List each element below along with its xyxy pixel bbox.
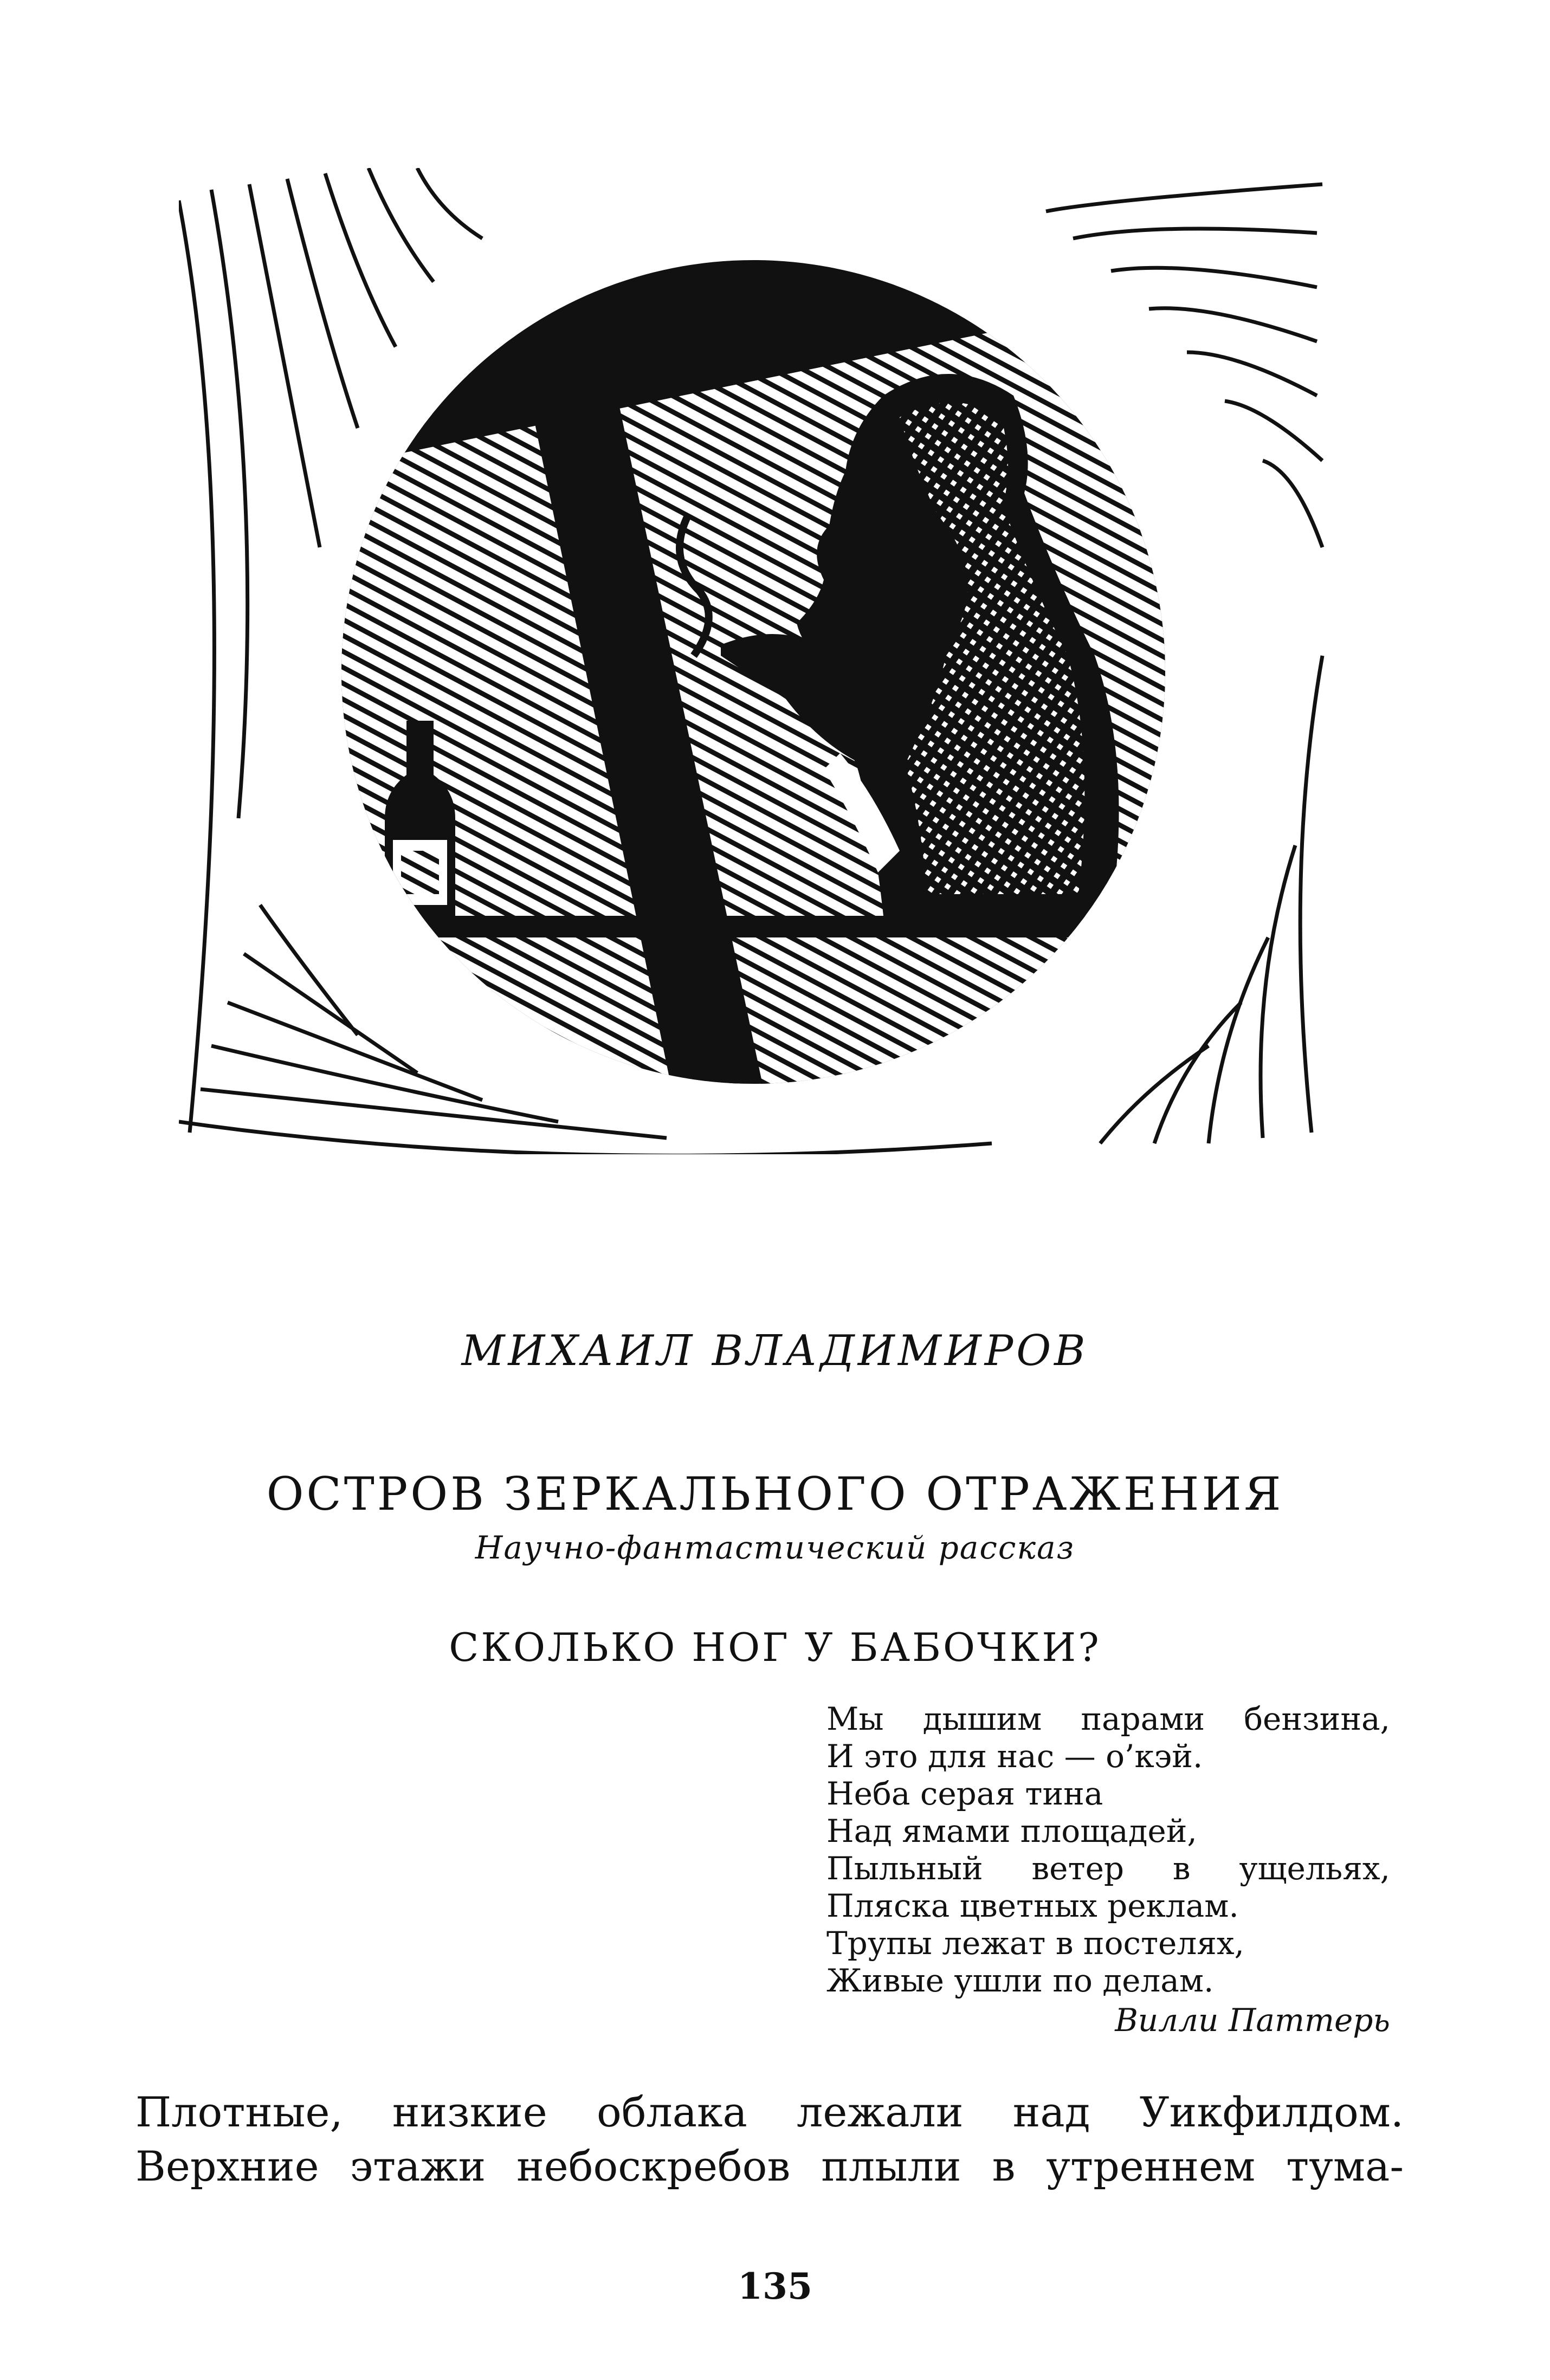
body-text [135,2085,1404,2194]
body-line: Плотные, низкие облака лежали над Уикфилдом. [135,2088,1404,2136]
story-title: ОСТРОВ ЗЕРКАЛЬНОГО ОТРАЖЕНИЯ [266,1467,1284,1521]
epigraph-line: И это для нас — о’кэй. [826,1738,1203,1775]
author-name: МИХАИЛ ВЛАДИМИРОВ [461,1327,1089,1375]
epigraph-line: Живые ушли по делам. [826,1962,1214,1999]
page-number: 135 [738,2265,812,2307]
epigraph-line: Неба серая тина [826,1775,1103,1812]
epigraph-author: Вилли Паттерь [1115,2002,1390,2039]
body-line: Верхние этажи небоскребов плыли в утреннем тума- [135,2142,1404,2190]
epigraph-line: Над ямами площадей, [826,1813,1197,1849]
epigraph-line: Мы дышим парами бензина, [826,1700,1390,1737]
story-subtitle: Научно-фантастический рассказ [475,1529,1075,1566]
illustration-woodcut [179,168,1328,1154]
epigraph-line: Пляска цветных реклам. [826,1887,1239,1924]
epigraph [826,1700,1390,2039]
epigraph-line: Трупы лежат в постелях, [826,1925,1244,1962]
epigraph-line: Пыльный ветер в ущельях, [826,1850,1390,1887]
chapter-title: СКОЛЬКО НОГ У БАБОЧКИ? [449,1625,1101,1670]
